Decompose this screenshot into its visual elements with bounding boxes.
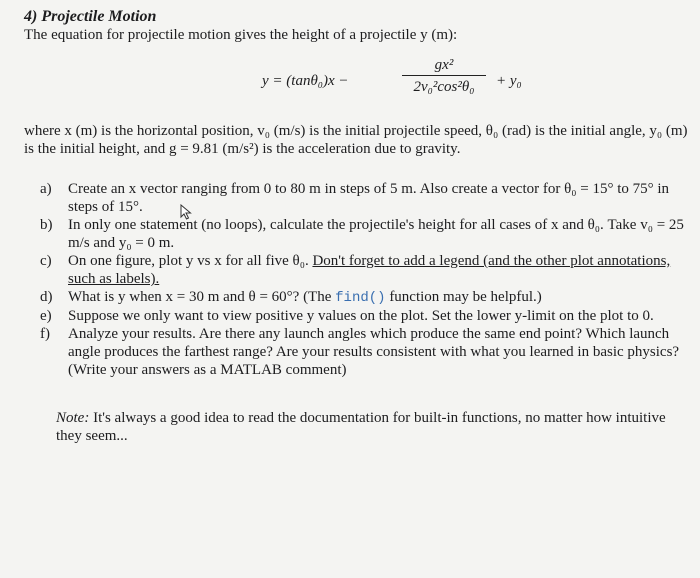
variable-definitions: where x (m) is the horizontal position, v₀ (m/s) is the initial projectile speed, θ₀ (rad) is the initial angle, y₀ (m) is the initial height, and g = 9.81 (m/s²) is the acceleration due to gravity. bbox=[24, 123, 688, 157]
equation-lhs: y = (tanθ₀)x − bbox=[262, 73, 349, 89]
task-label: c) bbox=[40, 253, 52, 269]
task-label: b) bbox=[40, 217, 53, 233]
list-item bbox=[40, 325, 688, 379]
list-item bbox=[40, 180, 688, 216]
task-text: In only one statement (no loops), calculate the projectile's height for all cases of x and θ₀. Take v₀ = 25 m/s and y₀ = 0 m. bbox=[68, 217, 684, 251]
task-label: f) bbox=[40, 326, 50, 342]
equation-denominator: 2v₀²cos²θ₀ bbox=[413, 79, 475, 95]
task-underlined-text: Don't forget to add a legend (and the other plot annotations, such as labels). bbox=[68, 253, 671, 287]
documentation-note bbox=[24, 409, 688, 445]
projectile-equation bbox=[24, 52, 688, 116]
equation-rhs: + y₀ bbox=[496, 73, 522, 89]
task-text: Create an x vector ranging from 0 to 80 m in steps of 5 m. Also create a vector for θ₀ = 15° to 75° in steps of 15°. bbox=[68, 181, 670, 215]
task-text: Analyze your results. Are there any launch angles which produce the same end point? Which launch angle produces the farthest range? Are your results consistent with what you learned in basic physics? (Write your answers as a MATLAB comment) bbox=[68, 326, 680, 378]
equation-numerator: gx² bbox=[434, 57, 454, 73]
task-label: d) bbox=[40, 289, 53, 305]
task-text: What is y when x = 30 m and θ = 60°? (The bbox=[68, 289, 336, 305]
task-text-end: function may be helpful.) bbox=[385, 289, 542, 305]
intro-text: The equation for projectile motion gives the height of a projectile y (m): bbox=[24, 27, 458, 43]
list-item bbox=[40, 307, 688, 325]
task-text: On one figure, plot y vs x for all five θ₀. bbox=[68, 253, 313, 269]
fraction-bar bbox=[402, 75, 486, 76]
section-heading: 4) Projectile Motion bbox=[24, 8, 157, 25]
list-item bbox=[40, 288, 688, 307]
equation-fraction bbox=[398, 52, 490, 96]
task-label: e) bbox=[40, 308, 52, 324]
list-item bbox=[40, 216, 688, 252]
task-label: a) bbox=[40, 181, 52, 197]
list-item bbox=[40, 252, 688, 288]
find-function-code: find() bbox=[335, 290, 386, 306]
task-text: Suppose we only want to view positive y values on the plot. Set the lower y-limit on the plot to 0. bbox=[68, 308, 654, 324]
note-text: It's always a good idea to read the documentation for built-in functions, no matter how intuitive they seem... bbox=[56, 410, 666, 444]
task-list bbox=[24, 180, 688, 379]
note-label: Note: bbox=[56, 410, 90, 426]
